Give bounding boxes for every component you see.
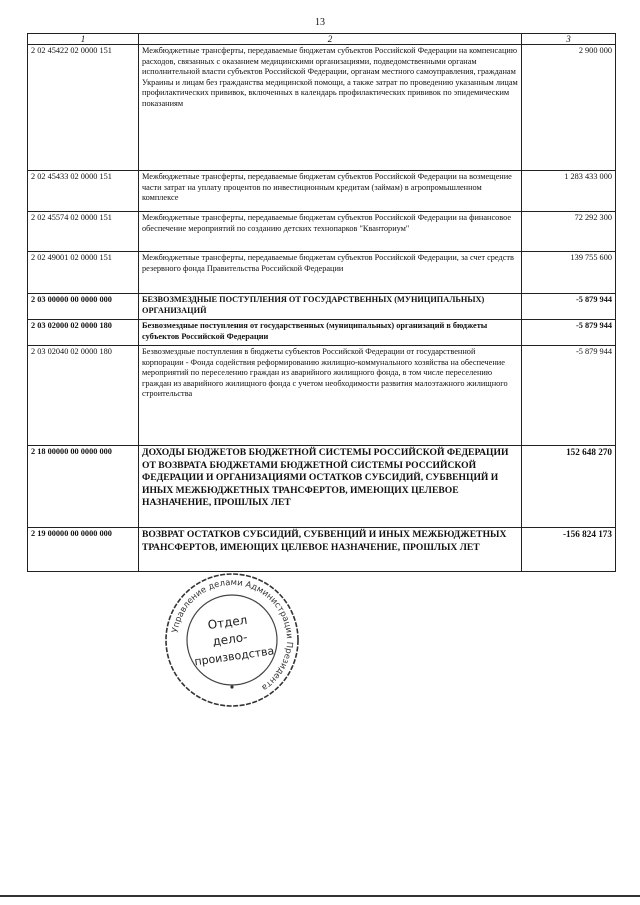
office-stamp xyxy=(162,570,302,710)
table-header-row xyxy=(28,34,616,45)
row-description: Безвозмездные поступления в бюджеты субъектов Российской Федерации от государственной корпорации - Фонда содействия реформированию жилищно-коммунального хозяйства на обеспечение мероприятий по переселению граждан из аварийного жилищного фонда, в том числе переселению граждан из аварийного жилищного фонда с учетом необходимости развития малоэтажного жилищного строительства xyxy=(139,346,522,446)
table-row xyxy=(28,171,616,212)
row-code: 2 02 49001 02 0000 151 xyxy=(28,252,139,294)
stamp-ring-text: Управление делами Администрации Президента xyxy=(170,577,295,693)
row-description: ВОЗВРАТ ОСТАТКОВ СУБСИДИЙ, СУБВЕНЦИЙ И ИНЫХ МЕЖБЮДЖЕТНЫХ ТРАНСФЕРТОВ, ИМЕЮЩИХ ЦЕЛЕВОЕ НАЗНАЧЕНИЕ, ПРОШЛЫХ ЛЕТ xyxy=(139,528,522,572)
table-row xyxy=(28,294,616,320)
stamp-dot xyxy=(230,685,233,688)
row-description: ДОХОДЫ БЮДЖЕТОВ БЮДЖЕТНОЙ СИСТЕМЫ РОССИЙСКОЙ ФЕДЕРАЦИИ ОТ ВОЗВРАТА БЮДЖЕТАМИ БЮДЖЕТНОЙ СИСТЕМЫ РОССИЙСКОЙ ФЕДЕРАЦИИ И ОРГАНИЗАЦИЯМИ ОСТАТКОВ СУБСИДИЙ, СУБВЕНЦИЙ И ИНЫХ МЕЖБЮДЖЕТНЫХ ТРАНСФЕРТОВ, ИМЕЮЩИХ ЦЕЛЕВОЕ НАЗНАЧЕНИЕ, ПРОШЛЫХ ЛЕТ xyxy=(139,446,522,528)
row-amount: -5 879 944 xyxy=(522,320,616,346)
table-row xyxy=(28,252,616,294)
page-number: 13 xyxy=(315,17,325,28)
page-bottom-edge xyxy=(0,895,640,897)
stamp-line-1: Отдел xyxy=(206,612,249,633)
row-code: 2 18 00000 00 0000 000 xyxy=(28,446,139,528)
row-code: 2 02 45422 02 0000 151 xyxy=(28,45,139,171)
row-amount: 152 648 270 xyxy=(522,446,616,528)
column-header-1: 1 xyxy=(28,34,139,45)
row-code: 2 19 00000 00 0000 000 xyxy=(28,528,139,572)
row-description: БЕЗВОЗМЕЗДНЫЕ ПОСТУПЛЕНИЯ ОТ ГОСУДАРСТВЕННЫХ (МУНИЦИПАЛЬНЫХ) ОРГАНИЗАЦИЙ xyxy=(139,294,522,320)
stamp-line-2: дело- xyxy=(211,629,249,649)
row-description: Межбюджетные трансферты, передаваемые бюджетам субъектов Российской Федерации, за счет средств резервного фонда Правительства Российской Федерации xyxy=(139,252,522,294)
column-header-2: 2 xyxy=(139,34,522,45)
row-description: Безвозмездные поступления от государственных (муниципальных) организаций в бюджеты субъектов Российской Федерации xyxy=(139,320,522,346)
row-code: 2 03 02040 02 0000 180 xyxy=(28,346,139,446)
row-code: 2 03 00000 00 0000 000 xyxy=(28,294,139,320)
table-row xyxy=(28,212,616,252)
row-description: Межбюджетные трансферты, передаваемые бюджетам субъектов Российской Федерации на компенсацию расходов, связанных с оказанием медицинскими организациями, подведомственными органам исполнительной власти субъектов Российской Федерации, органам местного самоуправления, гражданам Украины и лицам без гражданства медицинской помощи, а также затрат по проведению указанным лицам профилактических прививок, включенных в календарь профилактических прививок по эпидемическим показаниям xyxy=(139,45,522,171)
stamp-line-3: производства xyxy=(193,644,276,669)
row-code: 2 02 45433 02 0000 151 xyxy=(28,171,139,212)
table-row xyxy=(28,446,616,528)
table-row xyxy=(28,320,616,346)
column-header-3: 3 xyxy=(522,34,616,45)
row-amount: -156 824 173 xyxy=(522,528,616,572)
row-amount: 139 755 600 xyxy=(522,252,616,294)
row-amount: 2 900 000 xyxy=(522,45,616,171)
row-code: 2 02 45574 02 0000 151 xyxy=(28,212,139,252)
row-code: 2 03 02000 02 0000 180 xyxy=(28,320,139,346)
row-amount: 1 283 433 000 xyxy=(522,171,616,212)
row-amount: -5 879 944 xyxy=(522,294,616,320)
row-amount: -5 879 944 xyxy=(522,346,616,446)
table-row xyxy=(28,528,616,572)
row-description: Межбюджетные трансферты, передаваемые бюджетам субъектов Российской Федерации на возмещение части затрат на уплату процентов по инвестиционным кредитам (займам) в агропромышленном комплексе xyxy=(139,171,522,212)
table-row xyxy=(28,346,616,446)
row-description: Межбюджетные трансферты, передаваемые бюджетам субъектов Российской Федерации на финансовое обеспечение мероприятий по созданию детских технопарков "Кванториум" xyxy=(139,212,522,252)
row-amount: 72 292 300 xyxy=(522,212,616,252)
table-row xyxy=(28,45,616,171)
budget-table xyxy=(27,33,616,572)
